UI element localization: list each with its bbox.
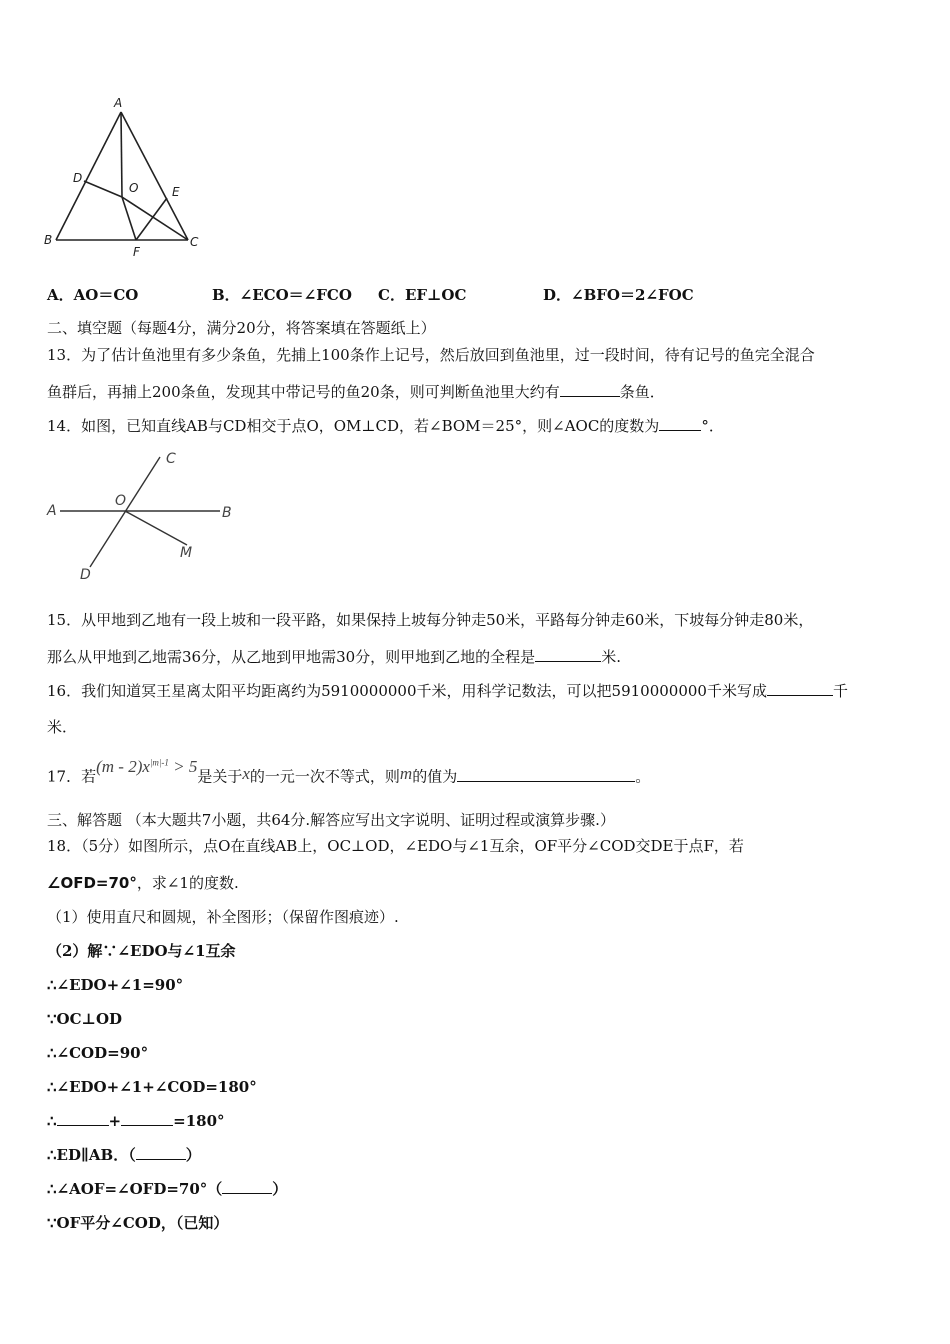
q13-text-a: 鱼群后，再捕上200条鱼，发现其中带记号的鱼20条，则可判断鱼池里大约有 — [47, 383, 560, 401]
q18-proof-line-9 — [47, 1179, 287, 1199]
q17-formula — [96, 757, 197, 776]
label-f: F — [133, 245, 140, 259]
segment-fe — [136, 198, 167, 240]
label-e: E — [172, 185, 180, 199]
label-b: B — [44, 233, 53, 247]
triangle-diagram — [38, 92, 208, 262]
q17-formula-exponent: |m|-1 — [149, 757, 169, 767]
segment-ao — [121, 112, 122, 197]
q18-proof-line-8 — [47, 1145, 201, 1165]
q16-answer-blank[interactable] — [767, 681, 833, 696]
q18-blank-4[interactable] — [222, 1179, 272, 1194]
q15-line2 — [47, 647, 621, 667]
q17-formula-base: (m - 2)x — [96, 756, 150, 776]
ray-om — [125, 511, 187, 545]
q18-s8-suffix: ） — [185, 1146, 201, 1164]
q14-text-a: 14．如图，已知直线AB与CD相交于点O，OM⊥CD，若∠BOM＝25°，则∠AOC的度数为 — [47, 417, 660, 435]
q18-proof-line-6: ∴∠EDO+∠1+∠COD=180° — [47, 1078, 257, 1096]
q18-step2: （2）解∵∠EDO与∠1互余 — [47, 942, 236, 960]
label-d: D — [80, 567, 91, 583]
option-d: D．∠BFO＝2∠FOC — [543, 286, 694, 304]
q18-given-angle: ∠OFD=70° — [47, 874, 137, 892]
q18-proof-line-10: ∵OF平分∠COD，（已知） — [47, 1214, 229, 1232]
q18-proof-line-3: ∴∠EDO+∠1=90° — [47, 976, 184, 994]
q18-s7-suffix: =180° — [173, 1112, 225, 1130]
q16-line2: 米． — [47, 718, 78, 736]
section-3-heading: 三、解答题 （本大题共7小题，共64分.解答应写出文字说明、证明过程或演算步骤.） — [47, 811, 615, 829]
label-m: M — [180, 545, 193, 561]
q14-text-b: °． — [701, 417, 724, 435]
q14-line — [47, 416, 724, 436]
q18-question: ，求∠1的度数. — [136, 874, 239, 892]
label-c: C — [166, 451, 176, 467]
q13-line1: 13．为了估计鱼池里有多少条鱼，先捕上100条作上记号，然后放回到鱼池里，过一段时间，待有记号的鱼完全混合 — [47, 346, 815, 364]
q13-text-b: 条鱼． — [619, 383, 665, 401]
q18-s8-prefix: ∴ED∥AB．（ — [47, 1146, 136, 1164]
q17-prefix: 17．若 — [47, 767, 97, 786]
q18-proof-line-4: ∵OC⊥OD — [47, 1010, 123, 1028]
label-c: C — [190, 235, 199, 249]
q18-proof-line-7 — [47, 1111, 225, 1131]
label-d: D — [73, 171, 83, 185]
q15-line1: 15．从甲地到乙地有一段上坡和一段平路，如果保持上坡每分钟走50米，平路每分钟走60米，下坡每分钟走80米， — [47, 611, 814, 629]
q18-blank-3[interactable] — [136, 1145, 186, 1160]
q17-var-x: x — [242, 763, 250, 783]
q18-s7-prefix: ∴ — [47, 1112, 57, 1130]
q17-answer-blank[interactable] — [457, 767, 635, 782]
segment-do — [84, 181, 122, 197]
label-o: O — [115, 493, 127, 509]
segment-ab — [56, 112, 121, 240]
option-b: B．∠ECO＝∠FCO — [212, 286, 352, 304]
q18-blank-2[interactable] — [121, 1111, 173, 1126]
option-a: A．AO＝CO — [47, 286, 139, 304]
q18-proof-line-5: ∴∠COD=90° — [47, 1044, 149, 1062]
option-c: C．EF⊥OC — [378, 286, 467, 304]
q13-line2 — [47, 382, 665, 402]
q17-var-m: m — [399, 763, 413, 783]
q13-answer-blank[interactable] — [560, 382, 620, 397]
q17-line — [47, 755, 650, 789]
label-a: A — [47, 503, 57, 519]
segment-oc — [122, 197, 188, 240]
segment-of — [122, 197, 136, 240]
q15-text-b: 米. — [601, 648, 621, 666]
segment-ac — [121, 112, 188, 240]
q18-s9-suffix: ） — [272, 1180, 288, 1198]
section-2-heading: 二、填空题（每题4分，满分20分，将答案填在答题纸上） — [47, 319, 436, 337]
q18-line2 — [47, 873, 239, 893]
q14-answer-blank[interactable] — [659, 416, 701, 431]
line-cd — [90, 457, 160, 567]
q15-text-a: 那么从甲地到乙地需36分，从乙地到甲地需30分，则甲地到乙地的全程是 — [47, 648, 536, 666]
q17-middle2: 的一元一次不等式，则 — [249, 767, 400, 786]
q18-s9-prefix: ∴∠AOF=∠OFD=70°（ — [47, 1180, 223, 1198]
triangle-figure — [38, 92, 208, 262]
q18-blank-1[interactable] — [57, 1111, 109, 1126]
q18-line1: 18．（5分）如图所示，点O在直线AB上，OC⊥OD，∠EDO与∠1互余，OF平分∠COD交DE于点F，若 — [47, 837, 744, 855]
q17-suffix-b: 。 — [635, 767, 651, 786]
q17-formula-tail: > 5 — [168, 756, 198, 776]
label-b: B — [222, 505, 232, 521]
lines-figure — [42, 445, 242, 585]
lines-diagram — [42, 445, 242, 585]
q16-text-a: 16．我们知道冥王星离太阳平均距离约为5910000000千米，用科学记数法，可以把5910000000千米写成 — [47, 682, 767, 700]
q18-step1: （1）使用直尺和圆规，补全图形；（保留作图痕迹）. — [47, 908, 399, 926]
label-a: A — [114, 96, 123, 110]
q17-suffix-a: 的值为 — [412, 767, 458, 786]
q16-line1 — [47, 681, 848, 701]
label-o: O — [129, 181, 139, 195]
q16-text-b: 千 — [832, 682, 848, 700]
q18-s7-plus: + — [108, 1112, 122, 1130]
q15-answer-blank[interactable] — [535, 647, 601, 662]
q17-middle: 是关于 — [197, 767, 243, 786]
